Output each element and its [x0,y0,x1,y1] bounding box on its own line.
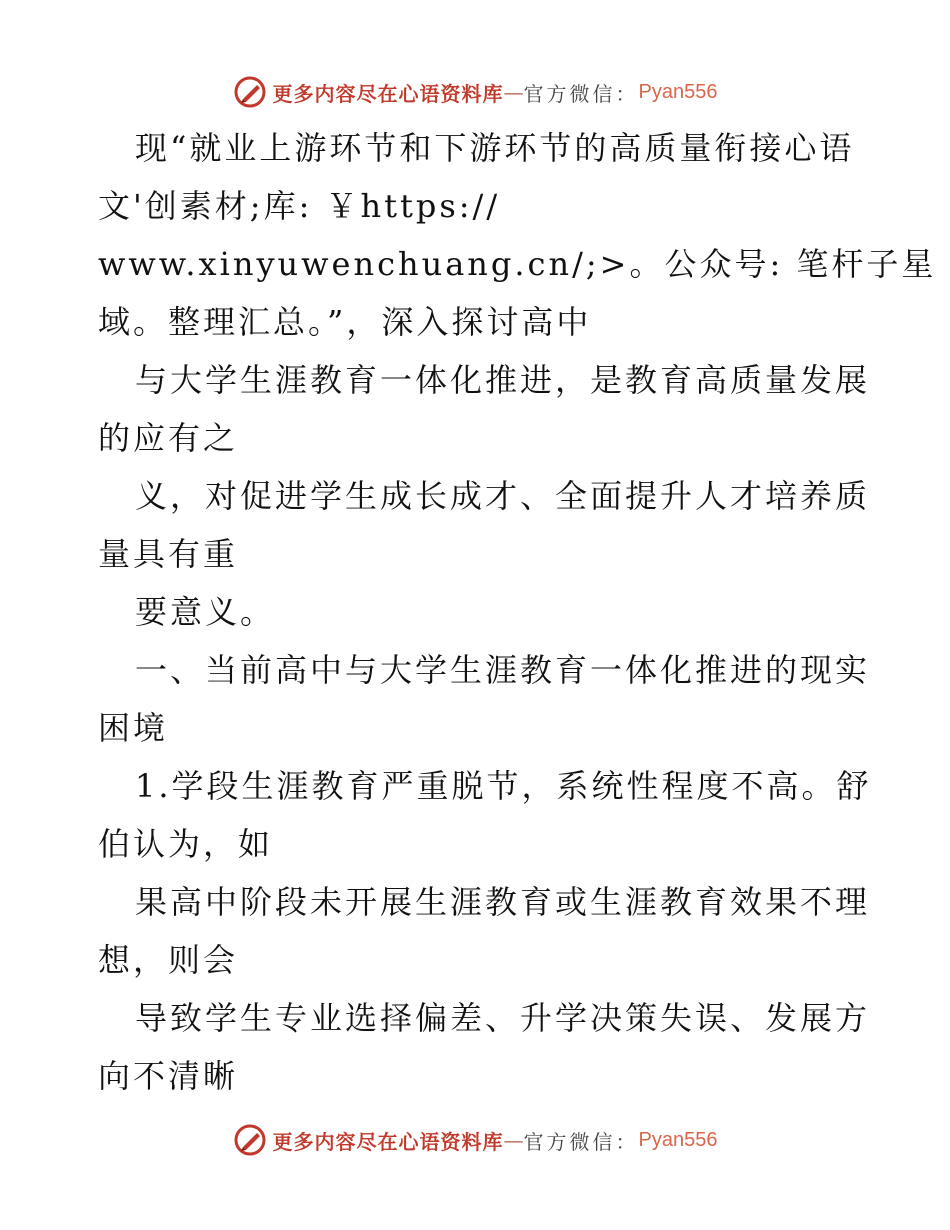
pen-logo-icon [233,75,267,109]
banner-account: Pyan556 [638,1128,718,1151]
text-line: 义，对促进学生成长成才、全面提升人才培养质 [135,477,871,515]
text-line: 量具有重 [98,535,239,573]
text-line: 向不清晰 [98,1057,239,1095]
header-banner [0,72,950,112]
text-line: 的应有之 [98,419,239,457]
banner-sub-text: 官方微信： [523,1129,639,1154]
banner-account: Pyan556 [638,80,718,103]
text-line: 导致学生专业选择偏差、升学决策失误、发展方 [135,999,871,1037]
banner-main-text: 更多内容尽在心语资料库 [272,1129,504,1154]
text-line: www.xinyuwenchuang.cn/;>。公众号: 笔杆子星 [98,245,937,283]
banner-dash: — [503,1128,524,1152]
text-line: 要意义。 [135,593,276,631]
banner-main-text: 更多内容尽在心语资料库 [272,81,504,106]
text-line: 伯认为，如 [98,825,274,863]
text-line: 现“就业上游环节和下游环节的高质量衔接心语 [135,129,855,167]
text-line: 1.学段生涯教育严重脱节，系统性程度不高。舒 [135,767,872,805]
text-line: 果高中阶段未开展生涯教育或生涯教育效果不理 [135,883,871,921]
pen-logo-icon [233,1123,267,1157]
text-line: 困境 [98,709,169,747]
text-line: 与大学生涯教育一体化推进，是教育高质量发展 [135,361,871,399]
banner-sub-text: 官方微信： [523,81,639,106]
text-line: 文'创素材;库: ￥https:// [98,187,501,225]
footer-banner [0,1120,950,1160]
text-line: 域。整理汇总。”，深入探讨高中 [98,303,592,341]
text-line: 想，则会 [98,941,239,979]
banner-dash: — [503,80,524,104]
text-line: 一、当前高中与大学生涯教育一体化推进的现实 [135,651,871,689]
